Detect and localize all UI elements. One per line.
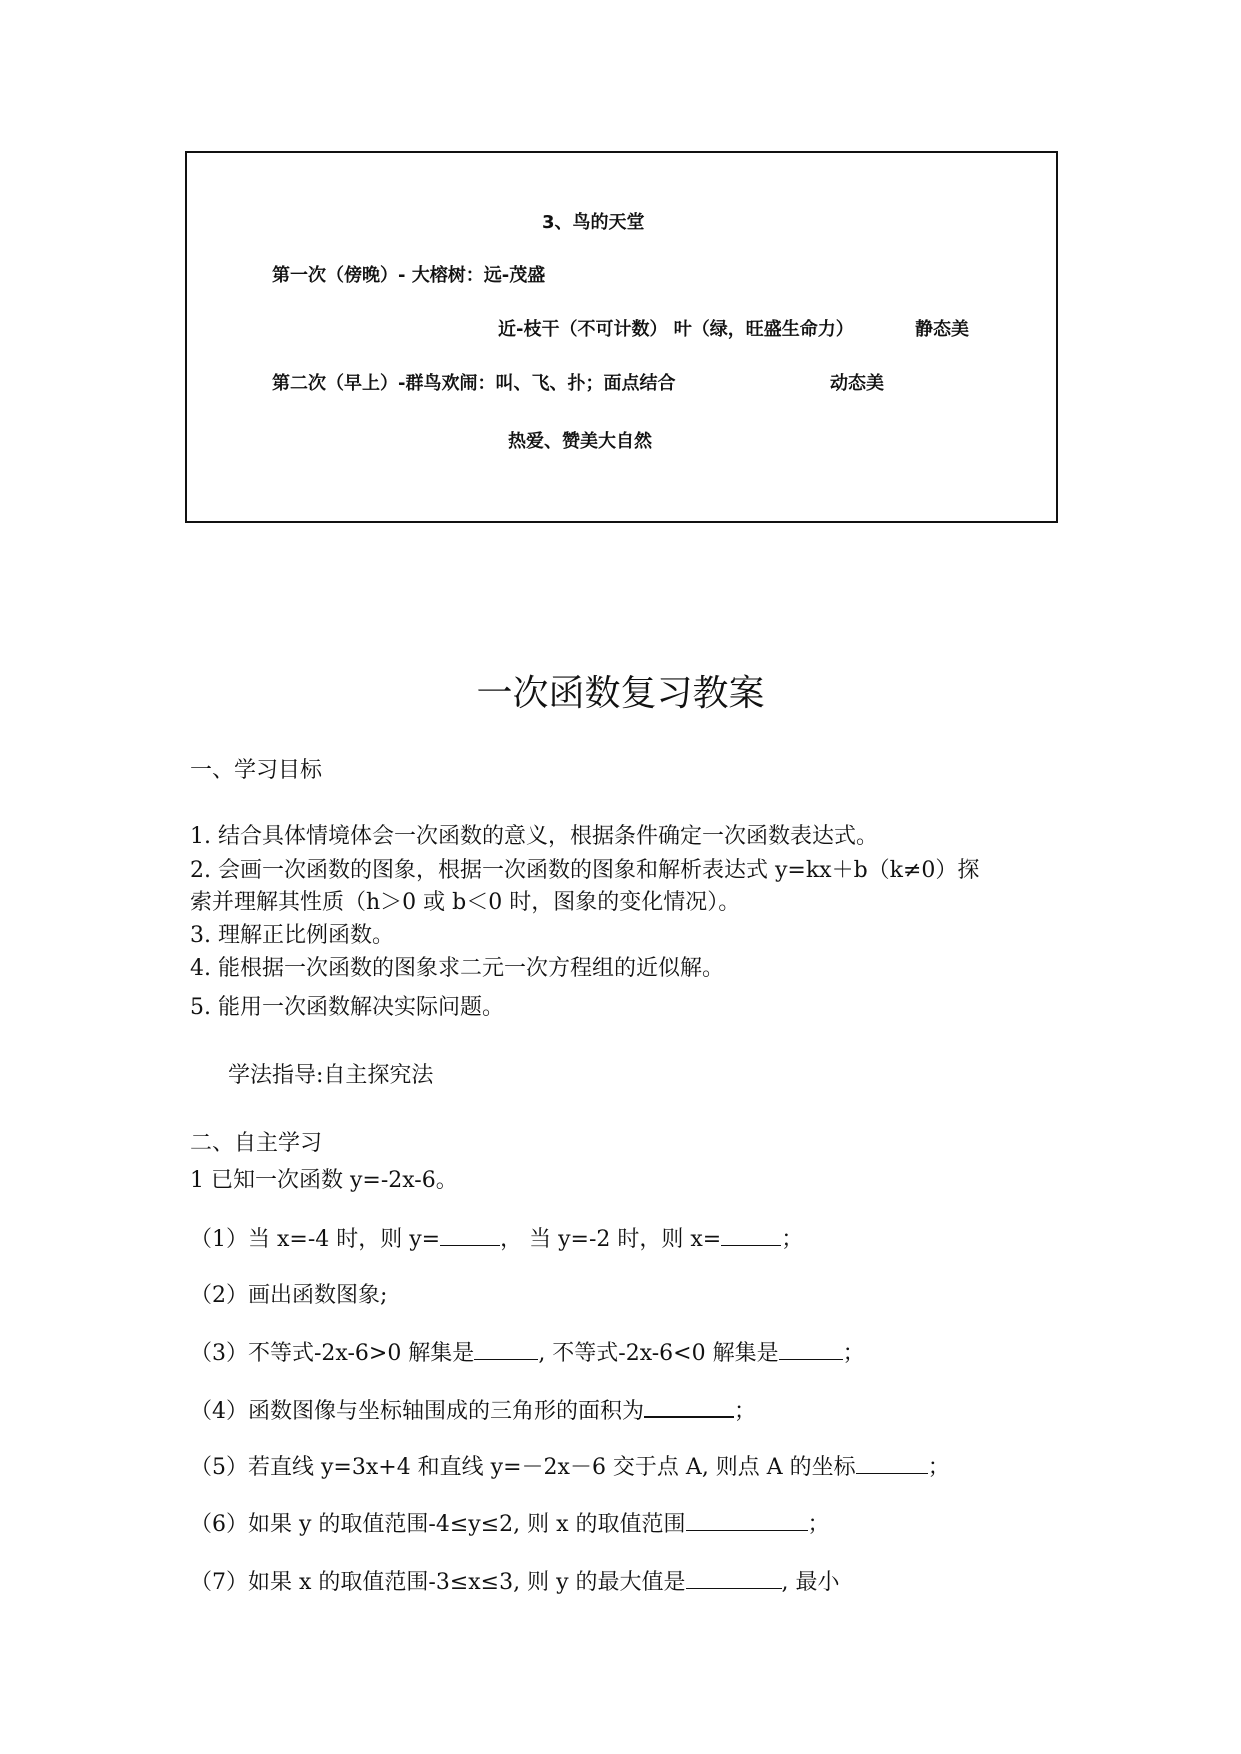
part-7-text-a: （7）如果 x 的取值范围-3≤x≤3, 则 y 的最大值是 (190, 1570, 686, 1595)
part-6-text-a: （6）如果 y 的取值范围-4≤y≤2, 则 x 的取值范围 (190, 1512, 686, 1537)
question-1-part-6 (190, 1510, 830, 1539)
goal-item-2-cont: 索并理解其性质（h＞0 或 b＜0 时，图象的变化情况）。 (190, 890, 741, 915)
answer-blank (440, 1225, 500, 1246)
question-1-part-3 (190, 1339, 865, 1368)
part-4-text-b: ； (734, 1399, 757, 1424)
answer-blank (779, 1339, 843, 1360)
answer-blank (856, 1453, 928, 1474)
note-line-2: 近-枝干（不可计数） 叶（绿，旺盛生命力） (498, 319, 854, 340)
part-1-text-c: ； (781, 1227, 804, 1252)
question-1-part-1 (190, 1225, 803, 1254)
part-1-text-b: ， 当 y=-2 时，则 x= (500, 1227, 722, 1252)
question-1-part-5 (190, 1453, 950, 1482)
answer-blank (686, 1568, 782, 1589)
goal-item-4: 4. 能根据一次函数的图象求二元一次方程组的近似解。 (190, 956, 724, 981)
study-method: 学法指导:自主探究法 (228, 1063, 434, 1088)
question-1-part-2: （2）画出函数图象; (190, 1283, 388, 1308)
part-4-text-a: （4）函数图像与坐标轴围成的三角形的面积为 (190, 1399, 644, 1424)
answer-blank (474, 1339, 538, 1360)
part-6-text-b: ； (807, 1512, 830, 1537)
part-3-text-a: （3）不等式-2x-6>0 解集是 (190, 1341, 475, 1366)
answer-blank (686, 1510, 808, 1531)
part-5-text-b: ； (927, 1455, 950, 1480)
note-line-1: 第一次（傍晚）- 大榕树：远-茂盛 (272, 265, 546, 286)
note-line-4: 热爱、赞美大自然 (508, 431, 652, 452)
question-1-part-4 (190, 1396, 756, 1426)
page-title: 一次函数复习教案 (476, 673, 765, 714)
note-line-3: 第二次（早上）-群鸟欢闹：叫、飞、扑；面点结合 (272, 373, 676, 394)
question-1: 1 已知一次函数 y=-2x-6。 (190, 1168, 458, 1193)
answer-blank (644, 1396, 734, 1418)
goal-item-2: 2. 会画一次函数的图象，根据一次函数的图象和解析表达式 y=kx＋b（k≠0）探 (190, 858, 980, 883)
answer-blank (721, 1225, 781, 1246)
question-1-part-7 (190, 1568, 840, 1597)
section-2-heading: 二、自主学习 (190, 1131, 323, 1156)
note-line-2-tag: 静态美 (915, 319, 969, 340)
note-title: 3、鸟的天堂 (542, 212, 645, 233)
note-line-3-tag: 动态美 (830, 373, 884, 394)
goal-item-1: 1. 结合具体情境体会一次函数的意义，根据条件确定一次函数表达式。 (190, 824, 878, 849)
part-7-text-b: , 最小 (781, 1570, 840, 1595)
part-3-text-c: ； (842, 1341, 865, 1366)
goal-item-5: 5. 能用一次函数解决实际问题。 (190, 995, 504, 1020)
section-1-heading: 一、学习目标 (190, 758, 323, 783)
part-3-text-b: , 不等式-2x-6<0 解集是 (538, 1341, 779, 1366)
part-5-text-a: （5）若直线 y=3x+4 和直线 y=－2x－6 交于点 A, 则点 A 的坐标 (190, 1455, 856, 1480)
goal-item-3: 3. 理解正比例函数。 (190, 923, 394, 948)
part-1-text-a: （1）当 x=-4 时，则 y= (190, 1227, 441, 1252)
